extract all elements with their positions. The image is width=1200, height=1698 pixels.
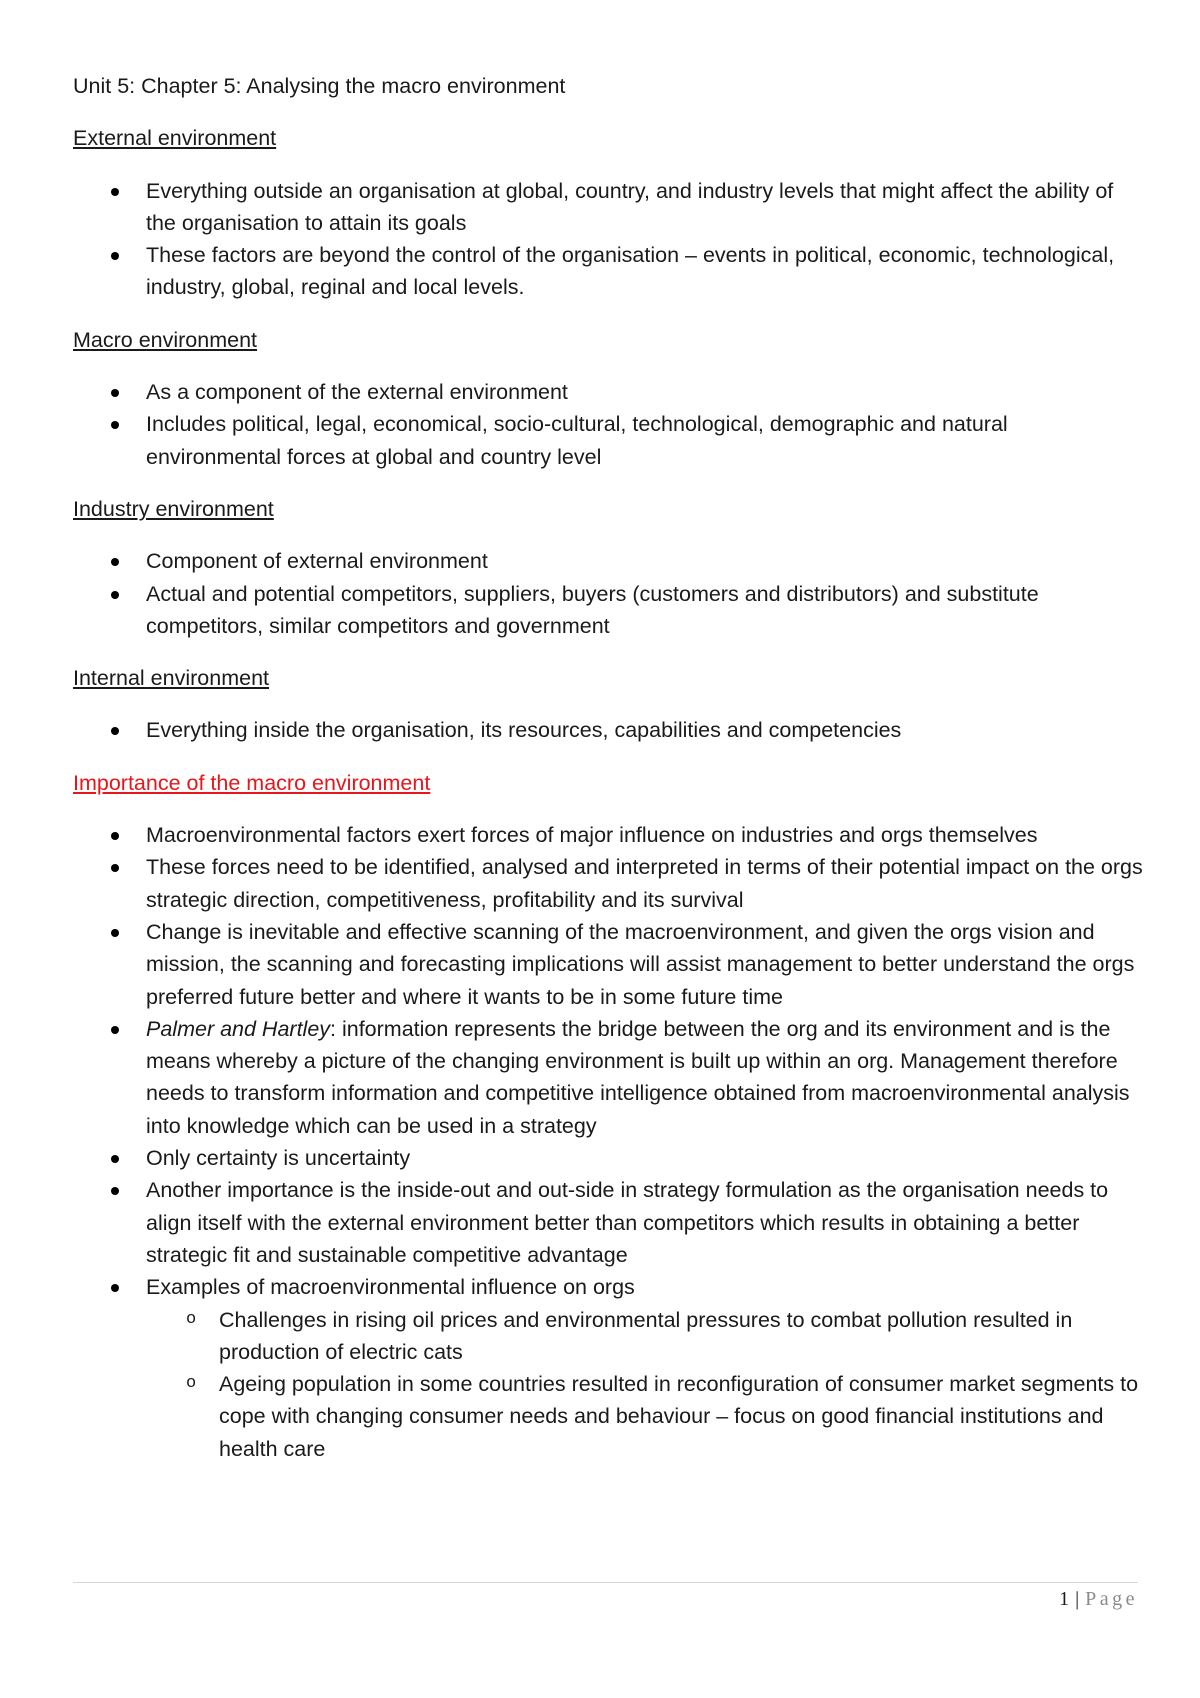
section-heading-industry-environment: Industry environment <box>73 496 274 521</box>
list-item-examples <box>73 1271 1143 1465</box>
examples-sublist <box>146 1304 1143 1465</box>
sublist-item: o Ageing population in some countries resulted in reconfiguration of consumer market segments to cope with changing consumer needs and behaviour – focus on good financial institutions and health care <box>146 1368 1143 1465</box>
citation-author: Palmer and Hartley <box>146 1016 331 1041</box>
list-item: These forces need to be identified, analysed and interpreted in terms of their potential impact on the orgs strategic direction, competitiveness, profitability and its survival <box>73 851 1143 916</box>
list-item: Another importance is the inside-out and out-side in strategy formulation as the organisation needs to align itself with the external environment better than competitors which results in obtaining a better strategic fit and sustainable competitive advantage <box>73 1174 1143 1271</box>
footer-separator: | <box>1075 1588 1080 1610</box>
page-label: Page <box>1085 1588 1138 1610</box>
list-item: Macroenvironmental factors exert forces of major influence on industries and orgs themselves <box>73 819 1143 851</box>
section-heading-external-environment: External environment <box>73 126 277 151</box>
document-title: Unit 5: Chapter 5: Analysing the macro environment <box>73 74 566 98</box>
document-body <box>73 70 1143 1485</box>
internal-environment-list <box>73 714 1143 746</box>
list-item-palmer-hartley <box>73 1013 1143 1142</box>
macro-environment-list <box>73 376 1143 473</box>
list-item: Only certainty is uncertainty <box>73 1142 1143 1174</box>
list-item: Everything inside the organisation, its resources, capabilities and competencies <box>73 714 1143 746</box>
external-environment-list <box>73 175 1143 304</box>
list-item: Includes political, legal, economical, socio-cultural, technological, demographic and natural environmental forces at global and country level <box>73 408 1143 473</box>
citation-text: : information represents the bridge between the org and its environment and is the means whereby a picture of the changing environment is built up within an org. Management therefore needs to transform information and competitive intelligence obtained from macroenvironmental analysis into knowledge which can be used in a strategy <box>146 1016 1130 1138</box>
list-item: These factors are beyond the control of the organisation – events in political, economic, technological, industry, global, reginal and local levels. <box>73 239 1143 304</box>
section-heading-importance: Importance of the macro environment <box>73 770 431 795</box>
list-item: As a component of the external environment <box>73 376 1143 408</box>
page-footer <box>1059 1588 1138 1611</box>
importance-list <box>73 819 1143 1465</box>
footer-divider <box>73 1582 1138 1583</box>
list-item: Component of external environment <box>73 545 1143 577</box>
page-number: 1 <box>1059 1588 1070 1610</box>
section-heading-internal-environment: Internal environment <box>73 666 269 691</box>
list-item: Actual and potential competitors, suppliers, buyers (customers and distributors) and substitute competitors, similar competitors and government <box>73 578 1143 643</box>
list-item: Everything outside an organisation at global, country, and industry levels that might affect the ability of the organisation to attain its goals <box>73 175 1143 240</box>
industry-environment-list <box>73 545 1143 642</box>
section-heading-macro-environment: Macro environment <box>73 327 258 352</box>
list-item: Change is inevitable and effective scanning of the macroenvironment, and given the orgs vision and mission, the scanning and forecasting implications will assist management to better understand the orgs preferred future better and where it wants to be in some future time <box>73 916 1143 1013</box>
examples-label: Examples of macroenvironmental influence on orgs <box>146 1275 635 1300</box>
sublist-item: o Challenges in rising oil prices and environmental pressures to combat pollution resulted in production of electric cats <box>146 1304 1143 1369</box>
